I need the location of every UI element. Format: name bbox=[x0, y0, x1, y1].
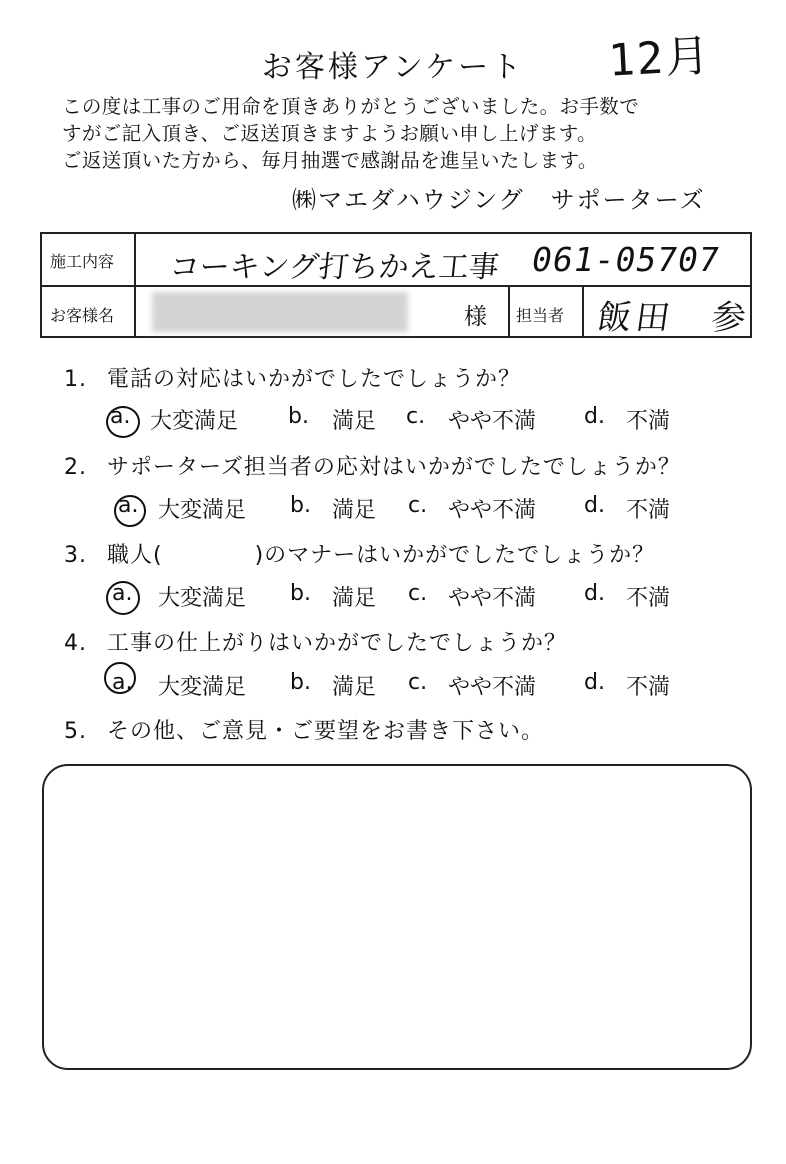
question-number: 5. bbox=[64, 719, 87, 744]
option-c[interactable]: c. bbox=[408, 493, 428, 518]
work-label: 施工内容 bbox=[50, 252, 115, 271]
option-c-label: やや不満 bbox=[448, 409, 537, 434]
option-a-label: 大変満足 bbox=[158, 675, 247, 700]
code-field[interactable]: 061-05707 bbox=[528, 240, 724, 279]
option-a-label: 大変満足 bbox=[158, 586, 247, 611]
question-number: 2. bbox=[64, 455, 87, 480]
question-5 bbox=[64, 714, 544, 745]
option-b[interactable]: b. bbox=[290, 493, 311, 518]
question-3 bbox=[64, 538, 655, 569]
staff-field[interactable]: 飯田 参 bbox=[594, 298, 753, 338]
table-divider bbox=[582, 285, 584, 338]
question-4 bbox=[64, 626, 567, 657]
question-2 bbox=[64, 450, 681, 481]
option-a[interactable]: a. bbox=[112, 581, 133, 606]
option-d-label: 不満 bbox=[626, 498, 671, 523]
option-c-label: やや不満 bbox=[448, 675, 537, 700]
question-1 bbox=[64, 362, 521, 393]
customer-suffix: 様 bbox=[464, 304, 487, 330]
option-a[interactable]: a. bbox=[112, 670, 133, 695]
company-name: ㈱マエダハウジング サポーターズ bbox=[292, 186, 706, 214]
option-d[interactable]: d. bbox=[584, 404, 605, 429]
option-d-label: 不満 bbox=[626, 675, 671, 700]
option-b[interactable]: b. bbox=[288, 404, 309, 429]
option-a[interactable]: a. bbox=[110, 404, 131, 429]
handwritten-month: 12月 bbox=[606, 30, 713, 87]
option-a[interactable]: a. bbox=[118, 493, 139, 518]
table-divider bbox=[134, 232, 136, 338]
option-c[interactable]: c. bbox=[408, 581, 428, 606]
question-text: サポーターズ担当者の応対はいかがでしたでしょうか？ bbox=[107, 455, 681, 480]
customer-label: お客様名 bbox=[50, 306, 115, 325]
work-field[interactable]: コーキング打ちかえ工事 bbox=[167, 250, 501, 285]
question-number: 1. bbox=[64, 367, 87, 392]
table-divider bbox=[508, 285, 510, 338]
option-c-label: やや不満 bbox=[448, 498, 537, 523]
intro-text bbox=[62, 93, 639, 174]
option-b-label: 満足 bbox=[332, 586, 377, 611]
answer-row-4 bbox=[112, 670, 732, 704]
option-c[interactable]: c. bbox=[408, 670, 428, 695]
intro-line: この度は工事のご用命を頂きありがとうございました。お手数で bbox=[62, 95, 640, 118]
option-c[interactable]: c. bbox=[406, 404, 426, 429]
option-b-label: 満足 bbox=[332, 409, 377, 434]
option-b-label: 満足 bbox=[332, 498, 377, 523]
option-a-label: 大変満足 bbox=[150, 409, 239, 434]
option-d[interactable]: d. bbox=[584, 493, 605, 518]
answer-row-3 bbox=[112, 581, 732, 615]
option-d-label: 不満 bbox=[626, 586, 671, 611]
question-text: 職人( )のマナーはいかがでしたでしょうか？ bbox=[107, 543, 656, 568]
page-title: お客様アンケート bbox=[261, 50, 525, 85]
option-b-label: 満足 bbox=[332, 675, 377, 700]
option-b[interactable]: b. bbox=[290, 581, 311, 606]
option-d[interactable]: d. bbox=[584, 581, 605, 606]
customer-name-redacted bbox=[152, 292, 408, 332]
option-c-label: やや不満 bbox=[448, 586, 537, 611]
answer-row-2 bbox=[118, 493, 738, 527]
option-d[interactable]: d. bbox=[584, 670, 605, 695]
option-b[interactable]: b. bbox=[290, 670, 311, 695]
question-number: 3. bbox=[64, 543, 87, 568]
intro-line: すがご記入頂き、ご返送頂きますようお願い申し上げます。 bbox=[62, 122, 597, 145]
intro-line: ご返送頂いた方から、毎月抽選で感謝品を進呈いたします。 bbox=[62, 149, 598, 172]
comment-box[interactable] bbox=[42, 764, 752, 1070]
question-text: 電話の対応はいかがでしたでしょうか？ bbox=[107, 367, 522, 392]
question-text: その他、ご意見・ご要望をお書き下さい。 bbox=[107, 719, 545, 744]
answer-row-1 bbox=[110, 404, 730, 438]
option-a-label: 大変満足 bbox=[158, 498, 247, 523]
question-text: 工事の仕上がりはいかがでしたでしょうか？ bbox=[107, 631, 568, 656]
staff-label: 担当者 bbox=[516, 306, 565, 325]
question-number: 4. bbox=[64, 631, 87, 656]
option-d-label: 不満 bbox=[626, 409, 671, 434]
